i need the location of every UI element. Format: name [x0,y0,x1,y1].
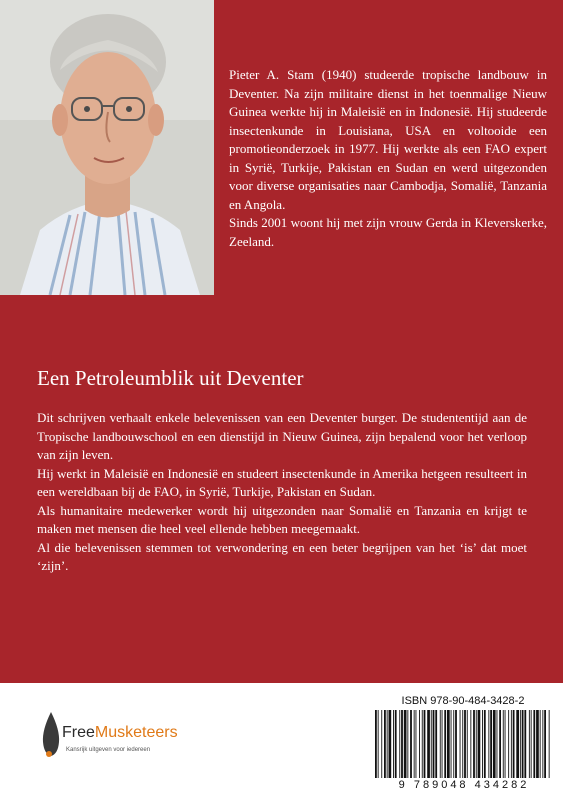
author-portrait-image [0,0,214,295]
barcode-bar [381,710,382,778]
barcode-bar [419,710,420,778]
barcode-bar [513,710,515,778]
barcode-bar [531,710,532,778]
barcode-bar [399,710,400,778]
barcode-bar [536,710,539,778]
barcode-bar [533,710,535,778]
barcode-bar [410,710,412,778]
barcode-digits: 9 789048 434282 [398,779,530,791]
barcode-bar [529,710,530,778]
barcode-bar [522,710,524,778]
publisher-name-part2: Musketeers [94,724,178,741]
barcode-bar [378,710,379,778]
author-photo [0,0,214,295]
drop-icon [40,710,62,758]
footer-panel [0,683,563,800]
publisher-tagline: Kansrijk uitgeven voor iedereen [66,747,151,753]
barcode-bar [433,710,435,778]
author-bio [229,66,547,251]
barcode-bar [544,710,546,778]
barcode-bar [476,710,477,778]
barcode-bar [389,710,392,778]
barcode-bar [542,710,543,778]
blurb-paragraph: Als humanitaire medewerker wordt hij uitgezonden naar Somalië en Tanzania en krijgt te maken met mensen die heel veel ellende hebben meegemaakt. [37,502,527,536]
barcode-bar [401,710,403,778]
book-blurb [37,409,527,576]
barcode-bar [424,710,426,778]
barcode-bar [508,710,509,778]
barcode-bar [455,710,457,778]
barcode-bar [516,710,519,778]
barcode-bar [520,710,521,778]
barcode-bar [442,710,443,778]
barcode-bar [470,710,471,778]
barcode-bar [444,710,446,778]
isbn-label: ISBN 978-90-484-3428-2 [401,695,525,707]
barcode-bar [462,710,463,778]
barcode-bar [416,710,417,778]
barcode-bar [422,710,423,778]
barcode [371,710,557,778]
author-bio-paragraph: Pieter A. Stam (1940) studeerde tropische landbouw in Deventer. Na zijn militaire dienst in het toenmalige Nieuw Guinea werkte hij in Maleisië en in Indonesië. Hij studeerde insectenkunde in Louisiana, USA en voltooide een promotieonderzoek in 1977. Hij werkte als een FAO expert in Syrië, Turkije, Pakistan en Sudan en werd uitgezonden voor diverse organisaties naar Cambodja, Somalië, Tanzania en Angola. [229,67,547,212]
barcode-bar [497,710,498,778]
barcode-bar [482,710,483,778]
publisher-logo [40,710,220,770]
barcode-bar [540,710,541,778]
barcode-bar [467,710,468,778]
barcode-bar [478,710,481,778]
barcode-bar [464,710,466,778]
barcode-bar [549,710,550,778]
barcode-bar [493,710,496,778]
barcode-bar [453,710,454,778]
publisher-name [62,724,178,742]
barcode-bar [407,710,408,778]
barcode-bar [488,710,489,778]
publisher-name-part1: Free [62,724,95,741]
author-bio-paragraph: Sinds 2001 woont hij met zijn vrouw Gerda in Kleverskerke, Zeeland. [229,215,547,249]
barcode-bar [440,710,441,778]
barcode-bar [395,710,397,778]
barcode-bar [484,710,486,778]
barcode-bar [387,710,388,778]
barcode-bar [375,710,377,778]
barcode-bar [393,710,394,778]
barcode-bar [511,710,512,778]
barcode-bar [499,710,501,778]
barcode-bar [384,710,386,778]
barcode-bar [404,710,407,778]
barcode-bar [503,710,504,778]
blurb-paragraph: Dit schrijven verhaalt enkele belevenissen van een Deventer burger. De studententijd aan de Tropische landbouwschool en een dienstijd in Nieuw Guinea, zijn bepalend voor het verloop van zijn leven. [37,410,527,462]
barcode-bar [414,710,415,778]
barcode-bar [505,710,506,778]
barcode-bar [431,710,432,778]
barcode-bar [447,710,450,778]
book-title: Een Petroleumblik uit Deventer [37,366,304,390]
barcode-bar [435,710,437,778]
barcode-bar [490,710,492,778]
barcode-bar [473,710,475,778]
barcode-bar [427,710,430,778]
blurb-paragraph: Al die belevenissen stemmen tot verwondering en een beter begrijpen van het ‘is’ dat moet ‘zijn’. [37,539,527,573]
barcode-bar [524,710,526,778]
barcode-bar [460,710,461,778]
barcode-bar [451,710,452,778]
blurb-paragraph: Hij werkt in Maleisië en Indonesië en studeert insectenkunde in Amerika hetgeen resulteert in een wereldbaan bij de FAO, in Syrië, Turkije, Pakistan en Sudan. [37,465,527,499]
